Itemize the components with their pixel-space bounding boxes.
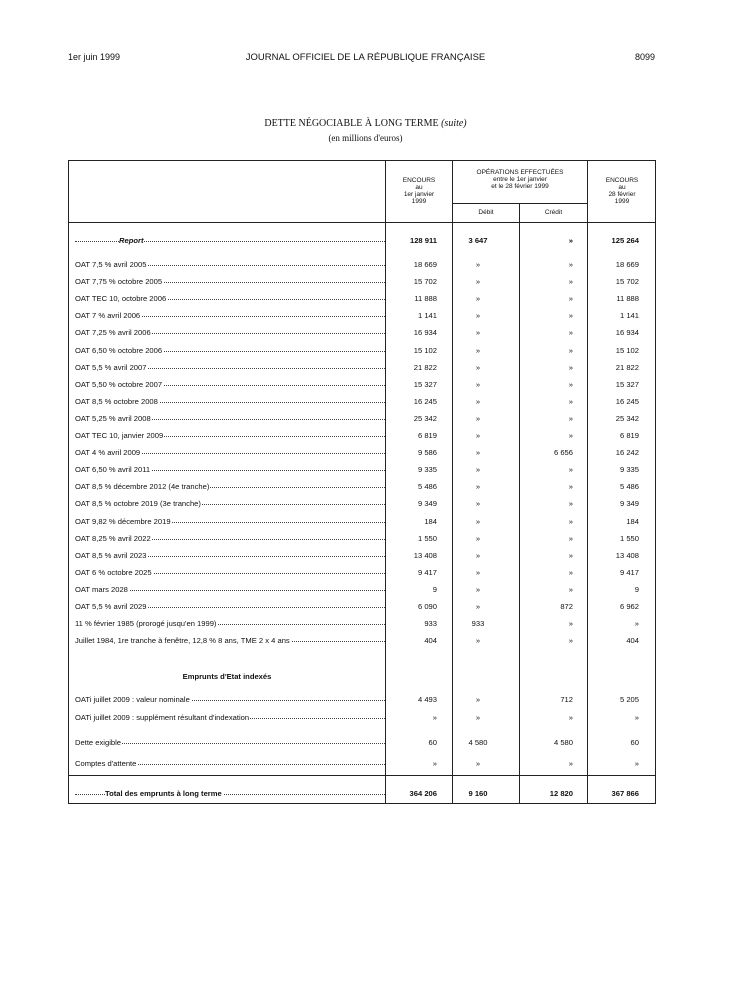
table-row [69, 328, 655, 342]
journal-title: JOURNAL OFFICIEL DE LA RÉPUBLIQUE FRANÇAISE [245, 52, 486, 63]
table-row [69, 294, 655, 308]
encours-end-value: 60 [630, 738, 639, 747]
table-row [69, 260, 655, 274]
credit-value: 12 820 [549, 789, 573, 798]
table-row [69, 568, 655, 582]
table-title [0, 118, 731, 129]
encours-start-value: 16 245 [413, 396, 437, 406]
table-row [69, 585, 655, 599]
encours-start-value: 18 669 [413, 260, 437, 269]
debit-value: » [475, 533, 481, 543]
debit-value: » [475, 713, 481, 722]
encours-start-value: 184 [424, 516, 437, 526]
row-label-text: OAT 5,5 % avril 2007 [75, 362, 147, 372]
row-label [75, 534, 385, 543]
header-line: et le 28 février 1999 [491, 183, 549, 190]
header-line: 1999 [614, 198, 630, 205]
credit-value: » [568, 759, 573, 768]
table-row [69, 380, 655, 394]
credit-value: 6 656 [553, 448, 573, 458]
debit-value: » [475, 584, 481, 594]
header-rule [69, 222, 655, 223]
row-label [75, 568, 385, 577]
encours-start-value: 128 911 [409, 236, 437, 245]
encours-end-value: 16 934 [615, 328, 639, 338]
header-line: au [618, 184, 626, 191]
row-label-text: OAT 7,25 % avril 2006 [75, 328, 151, 338]
debit-value: » [475, 362, 481, 372]
row-label-text: OAT 6 % octobre 2025 [75, 567, 152, 577]
credit-value: » [568, 619, 573, 629]
credit-value: » [568, 362, 573, 372]
table-row [69, 277, 655, 291]
encours-start-value: 60 [428, 738, 437, 747]
row-label-text: OAT 6,50 % avril 2011 [75, 465, 151, 475]
encours-start-value: 11 888 [414, 294, 437, 304]
table-title-suffix: (suite) [441, 118, 467, 129]
row-label-text: OATi juillet 2009 : valeur nominale [75, 695, 190, 704]
encours-start-value: 13 408 [413, 550, 437, 560]
row-label-text: OAT 5,50 % octobre 2007 [75, 379, 163, 389]
credit-value: » [568, 533, 573, 543]
encours-start-value: 6 819 [417, 431, 437, 440]
table-row [69, 363, 655, 377]
encours-start-value: 1 141 [417, 311, 437, 321]
row-label-text: 11 % février 1985 (prorogé jusqu'en 1999) [75, 619, 217, 629]
encours-end-value: 5 486 [619, 482, 639, 492]
encours-start-value: 9 [432, 584, 437, 594]
encours-end-value: 16 245 [615, 396, 639, 406]
table-row [69, 619, 655, 633]
row-label-text: OAT 5,25 % avril 2008 [75, 413, 151, 423]
row-label [75, 448, 385, 457]
header-encours-start [387, 177, 451, 205]
table-row [69, 636, 655, 650]
encours-start-value: 15 327 [413, 379, 437, 389]
row-label [75, 585, 385, 594]
debit-value: » [475, 499, 481, 509]
table-row [69, 465, 655, 479]
debit-value: » [475, 431, 481, 440]
encours-start-value: » [432, 759, 437, 768]
credit-value: 4 580 [553, 738, 573, 747]
encours-end-value: 184 [626, 516, 639, 526]
encours-end-value: 21 822 [615, 362, 639, 372]
encours-start-value: 364 206 [409, 789, 437, 798]
encours-start-value: » [432, 713, 437, 722]
table-row [69, 517, 655, 531]
credit-value: » [568, 277, 573, 287]
table-row [69, 346, 655, 360]
row-label [75, 789, 385, 798]
row-label-text: OATi juillet 2009 : supplément résultant d'indexation [75, 713, 250, 722]
row-label [75, 328, 385, 337]
header-credit: Crédit [544, 209, 563, 216]
encours-start-value: 6 090 [417, 602, 437, 611]
row-label-text: OAT TEC 10, janvier 2009 [75, 431, 164, 440]
credit-value: » [568, 311, 573, 321]
credit-value: » [568, 584, 573, 594]
header-encours-end [589, 177, 655, 205]
debit-value: » [475, 277, 481, 287]
encours-start-value: 25 342 [413, 413, 437, 423]
row-label-text: OAT TEC 10, octobre 2006 [75, 294, 167, 304]
encours-end-value: 1 550 [619, 533, 639, 543]
row-label-text: Total des emprunts à long terme [105, 789, 222, 798]
encours-start-value: 15 102 [413, 345, 437, 355]
credit-value: » [568, 499, 573, 509]
row-label-text: OAT 6,50 % octobre 2006 [75, 345, 163, 355]
encours-end-value: 15 702 [615, 277, 639, 287]
debit-value: » [475, 695, 481, 704]
row-label [75, 431, 385, 440]
row-label-text: OAT 8,5 % octobre 2008 [75, 396, 158, 406]
debit-value: » [475, 567, 481, 577]
credit-value: » [568, 328, 573, 338]
debit-value: » [475, 759, 481, 768]
credit-value: » [568, 713, 573, 722]
encours-end-value: 9 349 [619, 499, 639, 509]
row-label-text: OAT 8,5 % avril 2023 [75, 550, 147, 560]
encours-end-value: 9 335 [619, 465, 639, 475]
table-row [69, 431, 655, 445]
encours-end-value: 16 242 [615, 448, 639, 458]
encours-end-value: 11 888 [616, 294, 639, 304]
header-line: ENCOURS [402, 177, 436, 184]
header-operations [454, 169, 586, 190]
dette-exigible-row [69, 738, 655, 752]
row-label [75, 551, 385, 560]
encours-end-value: 367 866 [611, 789, 639, 798]
row-label-text: Report [119, 236, 144, 245]
debit-value: » [475, 328, 481, 338]
debt-table [68, 160, 656, 804]
row-label [75, 499, 385, 508]
row-label [75, 695, 385, 704]
total-row [69, 789, 655, 803]
row-label-text: Juillet 1984, 1re tranche à fenêtre, 12,8 % 8 ans, TME 2 x 4 ans [75, 636, 290, 646]
row-label [75, 619, 385, 628]
credit-value: » [568, 294, 573, 304]
credit-value: » [568, 636, 573, 646]
header-line: au [415, 184, 423, 191]
row-label [75, 397, 385, 406]
encours-end-value: » [634, 759, 639, 768]
row-label-text: Comptes d'attente [75, 759, 137, 768]
row-label [75, 465, 385, 474]
debit-value: » [475, 311, 481, 321]
row-label-text: OAT 4 % avril 2009 [75, 448, 141, 458]
credit-value: » [568, 345, 573, 355]
table-row [69, 499, 655, 513]
debit-value: » [475, 636, 481, 646]
row-label [75, 414, 385, 423]
row-label-text: OAT 8,5 % décembre 2012 (4e tranche) [75, 482, 210, 492]
row-label-text: OAT 7,75 % octobre 2005 [75, 277, 163, 287]
header-line: ENCOURS [605, 177, 639, 184]
table-row [69, 713, 655, 727]
encours-end-value: 404 [626, 636, 639, 646]
row-label-text: Dette exigible [75, 738, 122, 747]
credit-value: » [568, 516, 573, 526]
report-row [69, 236, 655, 250]
row-label [75, 380, 385, 389]
row-label [75, 713, 385, 722]
encours-start-value: 9 335 [417, 465, 437, 475]
credit-value: » [568, 482, 573, 492]
encours-start-value: 21 822 [413, 362, 437, 372]
encours-start-value: 5 486 [417, 482, 437, 492]
table-row [69, 311, 655, 325]
table-row [69, 551, 655, 565]
debit-value: » [475, 448, 481, 458]
credit-value: 872 [560, 602, 573, 611]
row-label [75, 311, 385, 320]
debit-value: » [475, 294, 481, 304]
encours-end-value: 15 102 [615, 345, 639, 355]
encours-end-value: 5 205 [619, 695, 639, 704]
credit-value: » [568, 236, 573, 245]
table-row [69, 534, 655, 548]
row-label [75, 738, 385, 747]
encours-end-value: 6 962 [619, 602, 639, 611]
header-debit: Débit [478, 209, 494, 216]
row-label [75, 482, 385, 491]
encours-start-value: 16 934 [413, 328, 437, 338]
debit-value: » [475, 482, 481, 492]
debit-value: » [475, 550, 481, 560]
table-row [69, 482, 655, 496]
debit-value: 9 160 [468, 789, 488, 798]
encours-end-value: » [634, 619, 639, 629]
total-rule [69, 775, 655, 776]
debit-value: 933 [471, 619, 485, 629]
comptes-attente-row [69, 759, 655, 773]
debit-value: » [475, 379, 481, 389]
page-number: 8099 [634, 52, 655, 62]
encours-end-value: 6 819 [619, 431, 639, 440]
credit-value: » [568, 465, 573, 475]
header-line: 28 février [608, 191, 636, 198]
encours-start-value: 933 [424, 619, 437, 629]
credit-value: » [568, 413, 573, 423]
page-date: 1er juin 1999 [68, 52, 121, 62]
table-row [69, 397, 655, 411]
table-row [69, 602, 655, 616]
row-label-text: OAT 8,5 % octobre 2019 (3e tranche) [75, 499, 201, 509]
debit-value: » [475, 396, 481, 406]
credit-value: 712 [560, 695, 573, 704]
credit-value: » [568, 567, 573, 577]
table-row [69, 448, 655, 462]
credit-value: » [568, 379, 573, 389]
row-label [75, 759, 385, 768]
encours-end-value: » [634, 713, 639, 722]
row-label [75, 260, 385, 269]
row-label-text: OAT mars 2028 [75, 584, 128, 594]
encours-end-value: 25 342 [615, 413, 639, 423]
row-label [75, 346, 385, 355]
table-title-main: DETTE NÉGOCIABLE À LONG TERME [264, 118, 439, 129]
encours-end-value: 13 408 [615, 550, 639, 560]
table-row [69, 414, 655, 428]
encours-start-value: 9 349 [417, 499, 437, 509]
encours-end-value: 15 327 [615, 379, 639, 389]
encours-end-value: 9 417 [619, 567, 639, 577]
encours-end-value: 1 141 [619, 311, 639, 321]
encours-start-value: 404 [424, 636, 437, 646]
credit-value: » [568, 431, 573, 440]
encours-start-value: 9 417 [417, 567, 437, 577]
encours-end-value: 18 669 [615, 260, 639, 269]
debit-value: » [475, 465, 481, 475]
encours-start-value: 1 550 [417, 533, 437, 543]
section-heading: Emprunts d'Etat indexés [182, 672, 272, 681]
row-label [75, 236, 385, 245]
row-label-text: OAT 7 % avril 2006 [75, 311, 141, 321]
header-line: 1999 [411, 198, 427, 205]
row-label [75, 517, 385, 526]
row-label-text: OAT 8,25 % avril 2022 [75, 533, 151, 543]
credit-value: » [568, 396, 573, 406]
header-line: 1er janvier [403, 191, 435, 198]
table-row [69, 695, 655, 709]
debit-value: » [475, 516, 481, 526]
encours-end-value: 9 [634, 584, 639, 594]
encours-start-value: 4 493 [417, 695, 437, 704]
debit-value: » [475, 260, 481, 269]
encours-start-value: 9 586 [417, 448, 437, 458]
debit-value: » [475, 602, 481, 611]
header-rule [452, 203, 587, 204]
encours-start-value: 15 702 [413, 277, 437, 287]
credit-value: » [568, 550, 573, 560]
row-label-text: OAT 5,5 % avril 2029 [75, 602, 147, 611]
credit-value: » [568, 260, 573, 269]
row-label-text: OAT 7,5 % avril 2005 [75, 260, 147, 269]
debit-value: » [475, 413, 481, 423]
header-line: OPÉRATIONS EFFECTUÉES [476, 169, 564, 176]
row-label [75, 602, 385, 611]
debit-value: 4 580 [468, 738, 488, 747]
row-label [75, 636, 385, 645]
header-line: entre le 1er janvier [493, 176, 547, 183]
row-label-text: OAT 9,82 % décembre 2019 [75, 516, 171, 526]
debit-value: » [475, 345, 481, 355]
row-label [75, 294, 385, 303]
table-subtitle: (en millions d'euros) [328, 133, 403, 143]
encours-end-value: 125 264 [611, 236, 639, 245]
row-label [75, 363, 385, 372]
debit-value: 3 647 [468, 236, 488, 245]
row-label [75, 277, 385, 286]
